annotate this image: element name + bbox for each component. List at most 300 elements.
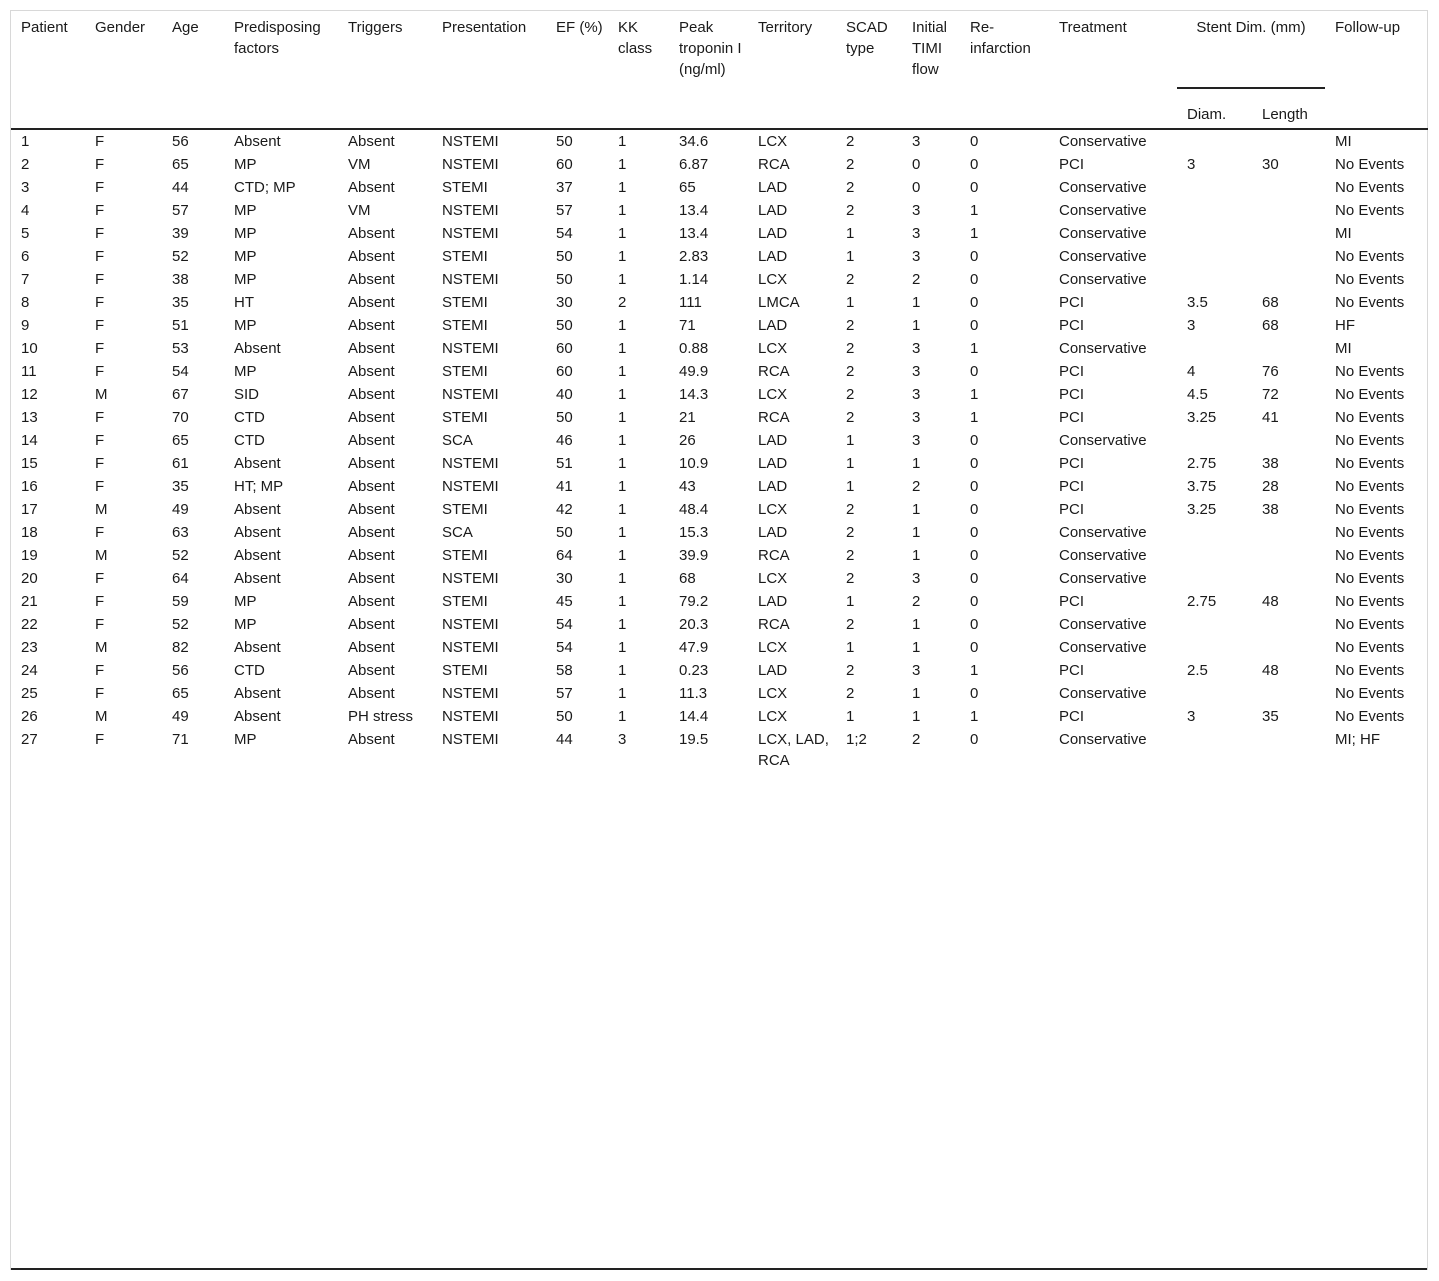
cell-initial-timi-flow: 2 (912, 271, 921, 288)
cell-stent-length (1252, 521, 1325, 544)
header-gender: Gender (95, 19, 146, 36)
cell-initial-timi-flow: 1 (912, 616, 921, 633)
cell-ef: 44 (556, 731, 573, 748)
cell-patient: 4 (21, 202, 30, 219)
cell-triggers: Absent (348, 455, 395, 472)
cell-age: 35 (172, 294, 189, 311)
cell-triggers: Absent (348, 317, 395, 334)
cell-ef: 60 (556, 156, 573, 173)
cell-follow-up: No Events (1335, 363, 1405, 380)
cell-peak-troponin: 10.9 (679, 455, 709, 472)
cell-predisposing-factors: MP (234, 225, 257, 242)
cell-initial-timi-flow: 1 (912, 294, 921, 311)
table-row (11, 360, 1428, 383)
cell-predisposing-factors: MP (234, 202, 257, 219)
cell-peak-troponin: 65 (679, 179, 696, 196)
cell-reinfarction: 1 (970, 409, 979, 426)
cell-age: 64 (172, 570, 189, 587)
header-reinfarction: Re-infarction (970, 19, 1031, 57)
cell-territory: LAD (758, 317, 788, 334)
cell-follow-up: No Events (1335, 248, 1405, 265)
header-peak-troponin: Peak troponin I (ng/ml) (679, 19, 742, 78)
cell-follow-up: No Events (1335, 708, 1405, 725)
cell-peak-troponin: 47.9 (679, 639, 709, 656)
cell-stent-diameter (1177, 521, 1252, 544)
cell-predisposing-factors: Absent (234, 685, 281, 702)
cell-scad-type: 1 (846, 593, 855, 610)
cell-reinfarction: 0 (970, 639, 979, 656)
cell-presentation: STEMI (442, 248, 488, 265)
cell-triggers: Absent (348, 570, 395, 587)
cell-stent-length: 48 (1262, 662, 1279, 679)
cell-stent-length (1252, 129, 1325, 153)
cell-kk-class: 1 (618, 478, 627, 495)
header-initial-timi-flow: Initial TIMI flow (912, 19, 948, 78)
cell-predisposing-factors: Absent (234, 524, 281, 541)
cell-triggers: VM (348, 202, 371, 219)
cell-territory: LAD (758, 662, 788, 679)
cell-reinfarction: 0 (970, 501, 979, 518)
table-row (11, 429, 1428, 452)
cell-gender: F (95, 662, 105, 679)
cell-reinfarction: 0 (970, 294, 979, 311)
cell-patient: 8 (21, 294, 30, 311)
cell-treatment: PCI (1059, 363, 1085, 380)
cell-triggers: Absent (348, 432, 395, 449)
cell-stent-length: 38 (1262, 501, 1279, 518)
table-row (11, 636, 1428, 659)
cell-predisposing-factors: HT; MP (234, 478, 284, 495)
cell-stent-length (1252, 636, 1325, 659)
cell-gender: F (95, 409, 105, 426)
header-scad-type: SCAD type (846, 19, 888, 57)
cell-gender: F (95, 593, 105, 610)
cell-stent-length (1252, 567, 1325, 590)
cell-initial-timi-flow: 3 (912, 202, 921, 219)
table-row (11, 613, 1428, 636)
cell-predisposing-factors: CTD (234, 662, 265, 679)
cell-initial-timi-flow: 1 (912, 547, 921, 564)
cell-patient: 17 (21, 501, 38, 518)
cell-triggers: Absent (348, 547, 395, 564)
cell-presentation: NSTEMI (442, 386, 499, 403)
cell-follow-up: No Events (1335, 501, 1405, 518)
cell-initial-timi-flow: 3 (912, 363, 921, 380)
cell-patient: 6 (21, 248, 30, 265)
cell-follow-up: No Events (1335, 409, 1405, 426)
header-stent-dimensions-label: Stent Dim. (mm) (1177, 17, 1325, 89)
cell-peak-troponin: 0.88 (679, 340, 709, 357)
cell-scad-type: 2 (846, 271, 855, 288)
cell-territory: LAD (758, 225, 788, 242)
cell-stent-diameter: 3.25 (1187, 501, 1217, 518)
cell-kk-class: 1 (618, 593, 627, 610)
cell-gender: F (95, 133, 105, 150)
cell-treatment: Conservative (1059, 133, 1147, 150)
cell-triggers: Absent (348, 731, 395, 748)
cell-scad-type: 1 (846, 455, 855, 472)
table-row (11, 406, 1428, 429)
cell-reinfarction: 0 (970, 570, 979, 587)
cell-predisposing-factors: Absent (234, 133, 281, 150)
cell-age: 53 (172, 340, 189, 357)
cell-reinfarction: 0 (970, 593, 979, 610)
cell-territory: RCA (758, 156, 790, 173)
cell-ef: 60 (556, 340, 573, 357)
cell-kk-class: 1 (618, 639, 627, 656)
cell-ef: 60 (556, 363, 573, 380)
cell-presentation: STEMI (442, 363, 488, 380)
cell-scad-type: 2 (846, 340, 855, 357)
table-row (11, 705, 1428, 728)
cell-treatment: PCI (1059, 455, 1085, 472)
cell-peak-troponin: 11.3 (679, 685, 708, 702)
cell-follow-up: MI (1335, 340, 1352, 357)
cell-patient: 13 (21, 409, 38, 426)
cell-ef: 42 (556, 501, 573, 518)
cell-initial-timi-flow: 0 (912, 156, 921, 173)
cell-predisposing-factors: MP (234, 731, 257, 748)
cell-reinfarction: 0 (970, 317, 979, 334)
cell-predisposing-factors: Absent (234, 570, 281, 587)
cell-peak-troponin: 111 (679, 294, 702, 311)
table-row (11, 337, 1428, 360)
table-row (11, 728, 1428, 779)
cell-presentation: NSTEMI (442, 708, 499, 725)
header-predisposing-factors: Predisposing factors (234, 19, 321, 57)
cell-treatment: PCI (1059, 478, 1085, 495)
header-treatment: Treatment (1059, 19, 1127, 36)
cell-follow-up: No Events (1335, 593, 1405, 610)
cell-triggers: Absent (348, 179, 395, 196)
cell-reinfarction: 0 (970, 133, 979, 150)
cell-stent-length: 48 (1262, 593, 1279, 610)
cell-age: 38 (172, 271, 189, 288)
cell-peak-troponin: 39.9 (679, 547, 709, 564)
cell-kk-class: 1 (618, 271, 627, 288)
cell-age: 65 (172, 432, 189, 449)
cell-gender: F (95, 248, 105, 265)
cell-follow-up: No Events (1335, 547, 1405, 564)
cell-predisposing-factors: Absent (234, 340, 281, 357)
cell-gender: F (95, 478, 105, 495)
cell-triggers: Absent (348, 225, 395, 242)
cell-territory: LAD (758, 593, 788, 610)
cell-initial-timi-flow: 1 (912, 639, 921, 656)
cell-territory: LCX, LAD, RCA (758, 731, 829, 769)
cell-reinfarction: 0 (970, 271, 979, 288)
cell-initial-timi-flow: 1 (912, 317, 921, 334)
cell-reinfarction: 1 (970, 662, 979, 679)
cell-territory: LMCA (758, 294, 800, 311)
cell-age: 59 (172, 593, 189, 610)
cell-age: 56 (172, 133, 189, 150)
cell-territory: LAD (758, 202, 788, 219)
cell-stent-diameter (1177, 728, 1252, 779)
cell-initial-timi-flow: 3 (912, 248, 921, 265)
header-patient: Patient (21, 19, 68, 36)
cell-stent-diameter (1177, 337, 1252, 360)
cell-peak-troponin: 13.4 (679, 202, 709, 219)
cell-treatment: Conservative (1059, 731, 1147, 748)
cell-ef: 46 (556, 432, 573, 449)
cell-territory: LCX (758, 133, 788, 150)
cell-gender: F (95, 616, 105, 633)
cell-predisposing-factors: MP (234, 271, 257, 288)
cell-scad-type: 2 (846, 685, 855, 702)
cell-gender: F (95, 570, 105, 587)
cell-kk-class: 1 (618, 202, 627, 219)
cell-treatment: Conservative (1059, 639, 1147, 656)
table-row (11, 659, 1428, 682)
cell-age: 52 (172, 616, 189, 633)
cell-age: 52 (172, 547, 189, 564)
cell-treatment: Conservative (1059, 248, 1147, 265)
cell-initial-timi-flow: 0 (912, 179, 921, 196)
cell-predisposing-factors: CTD (234, 409, 265, 426)
cell-gender: F (95, 685, 105, 702)
cell-ef: 51 (556, 455, 573, 472)
cell-scad-type: 2 (846, 662, 855, 679)
cell-follow-up: No Events (1335, 386, 1405, 403)
cell-presentation: NSTEMI (442, 639, 499, 656)
cell-gender: M (95, 708, 108, 725)
cell-treatment: Conservative (1059, 570, 1147, 587)
cell-follow-up: No Events (1335, 616, 1405, 633)
cell-presentation: STEMI (442, 317, 488, 334)
cell-scad-type: 1 (846, 225, 855, 242)
header-triggers: Triggers (348, 19, 403, 36)
cell-territory: RCA (758, 616, 790, 633)
cell-initial-timi-flow: 2 (912, 478, 921, 495)
cell-treatment: Conservative (1059, 225, 1147, 242)
cell-follow-up: No Events (1335, 179, 1405, 196)
cell-territory: LCX (758, 386, 788, 403)
cell-predisposing-factors: MP (234, 593, 257, 610)
cell-stent-diameter: 3 (1187, 317, 1196, 334)
cell-ef: 50 (556, 708, 573, 725)
cell-kk-class: 1 (618, 156, 627, 173)
cell-scad-type: 1 (846, 248, 855, 265)
cell-presentation: NSTEMI (442, 202, 499, 219)
cell-treatment: Conservative (1059, 616, 1147, 633)
cell-reinfarction: 0 (970, 455, 979, 472)
cell-stent-diameter (1177, 176, 1252, 199)
cell-treatment: PCI (1059, 708, 1085, 725)
cell-treatment: Conservative (1059, 271, 1147, 288)
cell-triggers: Absent (348, 340, 395, 357)
cell-gender: F (95, 294, 105, 311)
cell-scad-type: 1 (846, 639, 855, 656)
cell-kk-class: 1 (618, 317, 627, 334)
cell-ef: 30 (556, 570, 573, 587)
cell-scad-type: 2 (846, 547, 855, 564)
cell-stent-length (1252, 268, 1325, 291)
cell-predisposing-factors: MP (234, 248, 257, 265)
cell-territory: LAD (758, 248, 788, 265)
cell-gender: F (95, 271, 105, 288)
table-row (11, 129, 1428, 153)
cell-follow-up: No Events (1335, 294, 1405, 311)
cell-scad-type: 2 (846, 179, 855, 196)
cell-initial-timi-flow: 2 (912, 593, 921, 610)
cell-stent-length (1252, 613, 1325, 636)
cell-gender: F (95, 432, 105, 449)
cell-reinfarction: 1 (970, 340, 979, 357)
cell-follow-up: No Events (1335, 455, 1405, 472)
cell-presentation: NSTEMI (442, 685, 499, 702)
cell-scad-type: 2 (846, 317, 855, 334)
cell-scad-type: 2 (846, 202, 855, 219)
cell-patient: 11 (21, 363, 37, 380)
cell-patient: 24 (21, 662, 38, 679)
cell-triggers: Absent (348, 524, 395, 541)
cell-presentation: NSTEMI (442, 340, 499, 357)
cell-kk-class: 1 (618, 455, 627, 472)
cell-reinfarction: 1 (970, 386, 979, 403)
cell-stent-length (1252, 337, 1325, 360)
cell-patient: 27 (21, 731, 38, 748)
cell-territory: LCX (758, 708, 788, 725)
cell-initial-timi-flow: 3 (912, 662, 921, 679)
cell-follow-up: No Events (1335, 156, 1405, 173)
cell-stent-length (1252, 544, 1325, 567)
cell-scad-type: 2 (846, 409, 855, 426)
table-row (11, 498, 1428, 521)
cell-territory: LAD (758, 455, 788, 472)
cell-predisposing-factors: SID (234, 386, 260, 403)
cell-treatment: Conservative (1059, 685, 1147, 702)
cell-patient: 19 (21, 547, 38, 564)
cell-triggers: PH stress (348, 708, 414, 725)
cell-scad-type: 1 (846, 294, 855, 311)
cell-initial-timi-flow: 3 (912, 432, 921, 449)
cell-gender: M (95, 501, 108, 518)
cell-stent-diameter (1177, 199, 1252, 222)
cell-territory: LCX (758, 271, 788, 288)
cell-presentation: STEMI (442, 547, 488, 564)
cell-territory: RCA (758, 547, 790, 564)
cell-scad-type: 2 (846, 616, 855, 633)
cell-initial-timi-flow: 3 (912, 133, 921, 150)
cell-patient: 18 (21, 524, 38, 541)
cell-stent-length: 28 (1262, 478, 1279, 495)
cell-stent-diameter (1177, 682, 1252, 705)
table-row (11, 176, 1428, 199)
cell-ef: 50 (556, 409, 573, 426)
cell-gender: M (95, 386, 108, 403)
cell-patient: 2 (21, 156, 30, 173)
cell-presentation: STEMI (442, 294, 488, 311)
cell-predisposing-factors: Absent (234, 639, 281, 656)
cell-ef: 54 (556, 616, 573, 633)
cell-patient: 21 (21, 593, 38, 610)
cell-age: 57 (172, 202, 189, 219)
cell-presentation: STEMI (442, 179, 488, 196)
cell-territory: LAD (758, 432, 788, 449)
cell-patient: 22 (21, 616, 38, 633)
cell-stent-diameter (1177, 222, 1252, 245)
cell-follow-up: No Events (1335, 271, 1405, 288)
cell-scad-type: 2 (846, 133, 855, 150)
cell-predisposing-factors: Absent (234, 547, 281, 564)
cell-triggers: Absent (348, 501, 395, 518)
cell-triggers: Absent (348, 685, 395, 702)
cell-age: 70 (172, 409, 189, 426)
cell-peak-troponin: 13.4 (679, 225, 709, 242)
cell-patient: 5 (21, 225, 30, 242)
cell-kk-class: 1 (618, 524, 627, 541)
cell-stent-diameter: 2.75 (1187, 593, 1217, 610)
cell-age: 82 (172, 639, 189, 656)
cell-initial-timi-flow: 2 (912, 731, 921, 748)
header-follow-up: Follow-up (1335, 19, 1401, 36)
cell-presentation: STEMI (442, 593, 488, 610)
cell-predisposing-factors: MP (234, 156, 257, 173)
cell-predisposing-factors: MP (234, 363, 257, 380)
cell-triggers: Absent (348, 639, 395, 656)
cell-triggers: Absent (348, 294, 395, 311)
cell-scad-type: 2 (846, 156, 855, 173)
cell-treatment: PCI (1059, 662, 1085, 679)
scad-patients-table (11, 11, 1428, 779)
table-row (11, 245, 1428, 268)
cell-age: 71 (172, 731, 189, 748)
cell-presentation: NSTEMI (442, 478, 499, 495)
cell-follow-up: No Events (1335, 662, 1405, 679)
cell-peak-troponin: 48.4 (679, 501, 709, 518)
cell-territory: LCX (758, 639, 788, 656)
cell-kk-class: 1 (618, 225, 627, 242)
cell-initial-timi-flow: 3 (912, 340, 921, 357)
cell-age: 49 (172, 708, 189, 725)
cell-initial-timi-flow: 1 (912, 501, 921, 518)
cell-patient: 20 (21, 570, 38, 587)
cell-patient: 12 (21, 386, 38, 403)
cell-patient: 3 (21, 179, 30, 196)
cell-presentation: NSTEMI (442, 225, 499, 242)
header-territory: Territory (758, 19, 813, 36)
header-stent-dimensions (1177, 11, 1325, 98)
cell-treatment: PCI (1059, 593, 1085, 610)
cell-reinfarction: 1 (970, 202, 979, 219)
cell-stent-diameter: 3 (1187, 156, 1196, 173)
cell-initial-timi-flow: 3 (912, 409, 921, 426)
cell-presentation: STEMI (442, 501, 488, 518)
cell-age: 51 (172, 317, 189, 334)
cell-kk-class: 2 (618, 294, 627, 311)
cell-patient: 26 (21, 708, 38, 725)
cell-stent-length: 76 (1262, 363, 1279, 380)
table-body (11, 129, 1428, 779)
cell-stent-length (1252, 429, 1325, 452)
cell-presentation: NSTEMI (442, 570, 499, 587)
cell-reinfarction: 1 (970, 708, 979, 725)
cell-stent-diameter (1177, 567, 1252, 590)
table-row (11, 199, 1428, 222)
cell-triggers: Absent (348, 248, 395, 265)
cell-stent-diameter: 3.25 (1187, 409, 1217, 426)
cell-ef: 45 (556, 593, 573, 610)
cell-follow-up: MI (1335, 133, 1352, 150)
cell-stent-length: 41 (1262, 409, 1279, 426)
cell-kk-class: 1 (618, 432, 627, 449)
cell-presentation: NSTEMI (442, 455, 499, 472)
cell-ef: 54 (556, 639, 573, 656)
cell-age: 49 (172, 501, 189, 518)
cell-age: 65 (172, 156, 189, 173)
cell-patient: 15 (21, 455, 38, 472)
